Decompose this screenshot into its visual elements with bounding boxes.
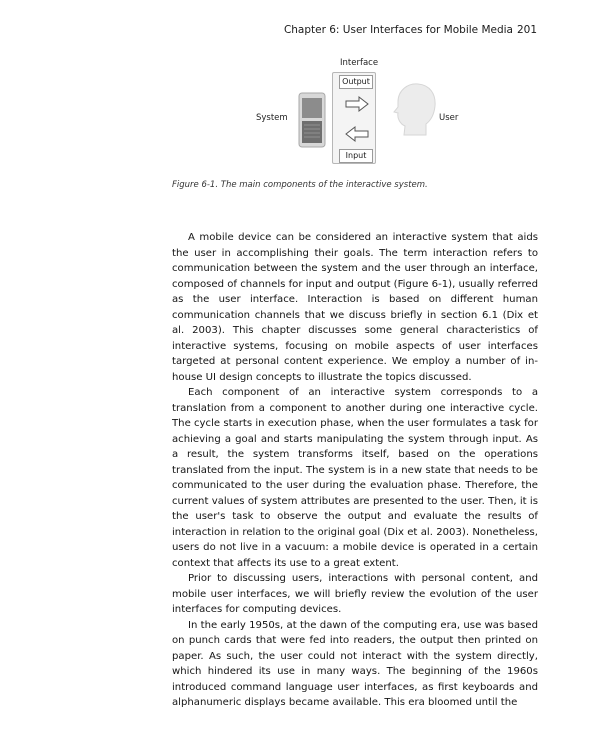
page-number: 201 (516, 24, 537, 36)
chapter-title: Chapter 6: User Interfaces for Mobile Media (283, 24, 513, 36)
figure-6-1 (253, 50, 483, 190)
figure-caption: Figure 6-1. The main components of the interactive system. (172, 180, 428, 190)
paragraph: In the early 1950s, at the dawn of the computing era, use was based on punch cards that were fed into readers, the output then printed on paper. As such, the user could not interact with the system directly, which hindered its use in many ways. The beginning of the 1960s introduced command language user interfaces, as first keyboards and alphanumeric displays became available. This era bloomed until the (172, 619, 538, 708)
mobile-device-icon (298, 92, 326, 148)
paragraph: Prior to discussing users, interactions with personal content, and mobile user interfaces, we will briefly review the evolution of the user interfaces for computing devices. (172, 573, 538, 615)
user-head-icon (390, 80, 438, 138)
paragraph: Each component of an interactive system corresponds to a translation from a component to another during one interactive cycle. The cycle starts in execution phase, when the user formulates a task for achieving a goal and starts manipulating the system through input. As a result, the system transforms itself, based on the operations translated from the input. The system is in a new state that needs to be communicated to the user during the evaluation phase. Therefore, the current values of system attributes are presented to the user. Then, it is the user's task to observe the output and evaluate the results of interaction in relation to the original goal (Dix et al. 2003). Nonetheless, users do not live in a vacuum: a mobile device is operated in a certain context that affects its use to a great extent. (172, 387, 538, 569)
running-header (0, 24, 600, 40)
output-box: Output (339, 75, 373, 89)
body-text (172, 230, 538, 711)
arrow-right-icon (344, 95, 370, 113)
arrow-left-icon (344, 125, 370, 143)
input-box: Input (339, 149, 373, 163)
figure-label-user: User (439, 113, 459, 123)
paragraph: A mobile device can be considered an interactive system that aids the user in accomplishing their goals. The term interaction refers to communication between the system and the user through an interface, composed of channels for input and output (Figure 6-1), usually referred as the user interface. Interaction is based on different human communication channels that we discuss briefly in section 6.1 (Dix et al. 2003). This chapter discusses some general characteristics of interactive systems, focusing on mobile aspects of user interfaces targeted at personal content experience. We employ a number of in-house UI design concepts to illustrate the topics discussed. (172, 232, 538, 383)
figure-label-system: System (256, 113, 288, 123)
figure-label-interface: Interface (340, 58, 379, 68)
